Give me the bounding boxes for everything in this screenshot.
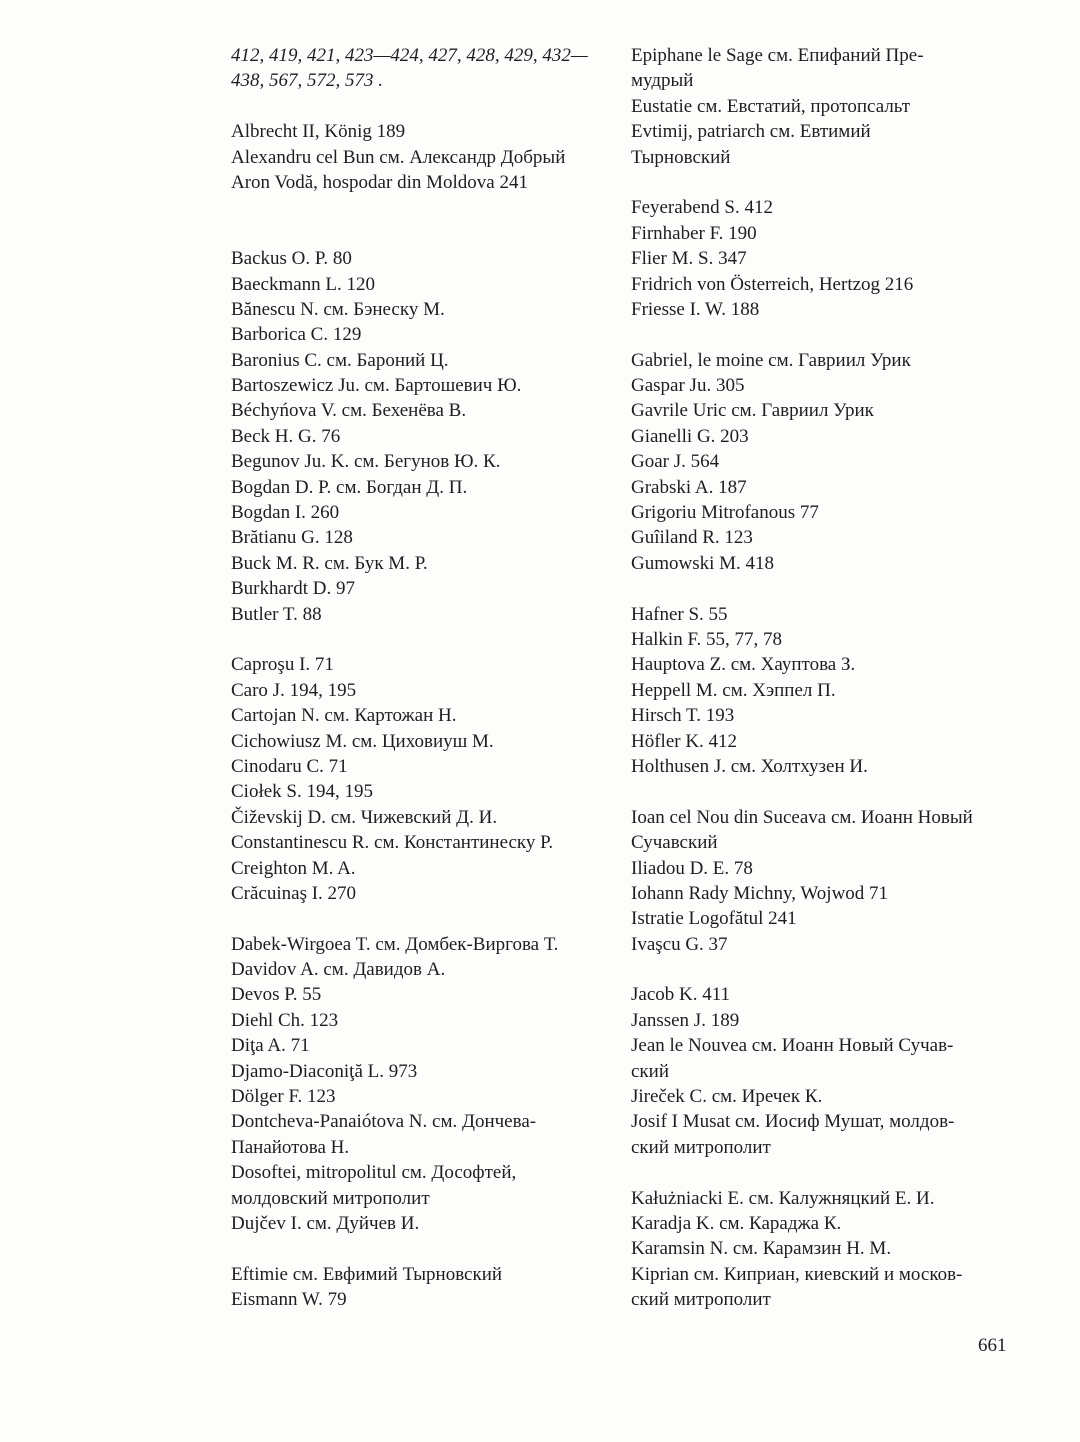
index-entry-line: Hirsch T. 193 <box>631 705 735 727</box>
index-entry-line: Josif I Musat см. Иосиф Мушат, молдов- <box>631 1111 955 1133</box>
index-entry-line: Guîiland R. 123 <box>631 527 753 549</box>
index-entry-line: Butler T. 88 <box>231 603 322 625</box>
index-entry-line: Buck M. R. см. Бук М. Р. <box>231 552 428 574</box>
index-entry-line: Devos P. 55 <box>231 984 322 1006</box>
index-entry-line: Halkin F. 55, 77, 78 <box>631 628 783 650</box>
index-entry-line: Istratie Logofătul 241 <box>631 908 797 930</box>
index-entry-line: Ioan cel Nou din Suceava см. Иоанн Новый <box>631 806 973 828</box>
index-entry-line: Cartojan N. см. Картожан Н. <box>231 705 457 727</box>
index-entry-line: Holthusen J. см. Холтхузен И. <box>631 755 868 777</box>
index-entry-line: Bartoszewicz Ju. см. Бартошевич Ю. <box>231 375 522 397</box>
index-entry-line: ский <box>631 1060 669 1082</box>
section-gap <box>231 195 616 246</box>
section-gap <box>231 94 616 119</box>
section-gap <box>631 576 1016 601</box>
index-entry-line: Flier M. S. 347 <box>631 248 747 270</box>
section-gap <box>231 1236 616 1261</box>
index-entry-line: Firnhaber F. 190 <box>631 222 757 244</box>
index-entry-line: Fridrich von Österreich, Hertzog 216 <box>631 273 914 295</box>
index-entry-line: 438, 567, 572, 573 . <box>231 70 383 92</box>
index-entry-line: Epiphane le Sage см. Епифаний Пре- <box>631 45 924 66</box>
index-entry-line: Jean le Nouvea см. Иоанн Новый Сучав- <box>631 1035 954 1057</box>
index-entry-line: Čiževskij D. см. Чижевский Д. И. <box>231 806 498 828</box>
index-entry-line: Iohann Rady Michny, Wojwod 71 <box>631 882 889 904</box>
index-entry-line: Eismann W. 79 <box>231 1289 347 1311</box>
index-entry-line: Eftimie см. Евфимий Тырновский <box>231 1263 503 1285</box>
index-entry-line: ский митрополит <box>631 1136 771 1158</box>
index-entry-line: Gumowski M. 418 <box>631 552 775 574</box>
index-entry-line: молдовский митрополит <box>231 1187 430 1209</box>
index-entry-line: Albrecht II, König 189 <box>231 121 406 143</box>
index-entry-line: Eustatie см. Евстатий, протопсальт <box>631 95 911 117</box>
index-entry-line: Bănescu N. см. Бэнеску М. <box>231 298 445 320</box>
index-entry-line: Grabski A. 187 <box>631 476 747 498</box>
index-entry-line: Kałużniacki E. см. Калужняцкий Е. И. <box>631 1187 935 1209</box>
index-entry-line: Djamo-Diaconiţă L. 973 <box>231 1060 418 1082</box>
index-entry-line: Karadja K. см. Караджа К. <box>631 1212 842 1234</box>
index-entry-line: Kiprian см. Киприан, киевский и москов- <box>631 1263 963 1285</box>
index-entry-line: Gavrile Uric см. Гавриил Урик <box>631 400 874 422</box>
index-entry-line: Ivaşcu G. 37 <box>631 933 728 955</box>
index-entry-line: Тырновский <box>631 146 731 168</box>
index-entry-line: Diţa A. 71 <box>231 1035 310 1057</box>
index-entry-line: Hafner S. 55 <box>631 603 728 625</box>
index-entry-line: Janssen J. 189 <box>631 1009 740 1031</box>
index-entry-line: Caproşu I. 71 <box>231 654 334 676</box>
index-entry-line: Friesse I. W. 188 <box>631 298 760 320</box>
index-entry-line: Constantinescu R. см. Константинеску Р. <box>231 832 554 854</box>
index-entry-line: Goar J. 564 <box>631 451 720 473</box>
index-entry-line: Jacob K. 411 <box>631 984 731 1006</box>
index-entry-line: Gabriel, le moine см. Гавриил Урик <box>631 349 911 371</box>
section-gap <box>631 170 1016 195</box>
index-entry-line: Cichowiusz M. см. Циховиуш М. <box>231 730 494 752</box>
index-entry-line: Creighton M. A. <box>231 857 356 879</box>
index-entry-line: Feyerabend S. 412 <box>631 197 773 219</box>
section-gap <box>631 957 1016 982</box>
index-entry-line: Baronius C. см. Бароний Ц. <box>231 349 449 371</box>
section-gap <box>231 627 616 652</box>
section-gap <box>631 322 1016 347</box>
index-entry-line: Iliadou D. E. 78 <box>631 857 753 879</box>
index-entry-line: Dosoftei, mitropolitul см. Дософтей, <box>231 1162 517 1184</box>
index-entry-line: Béchyńova V. см. Бехенёва В. <box>231 400 467 422</box>
index-entry-line: Barborica C. 129 <box>231 324 362 346</box>
section-gap <box>231 906 616 931</box>
index-entry-line: Dontcheva-Panaiótova N. см. Дончева- <box>231 1111 537 1133</box>
section-gap <box>631 779 1016 804</box>
index-entry-line: Davidov A. см. Давидов А. <box>231 959 446 981</box>
index-entry-line: Jireček C. см. Иречек К. <box>631 1086 823 1108</box>
index-entry-line: Панайотова Н. <box>231 1136 350 1158</box>
index-entry-line: 412, 419, 421, 423—424, 427, 428, 429, 432— <box>231 45 588 66</box>
index-column-left <box>231 43 616 1313</box>
index-entry-line: Hauptova Z. см. Хауптова З. <box>631 654 856 676</box>
index-entry-line: Höfler K. 412 <box>631 730 738 752</box>
index-entry-line: Backus O. P. 80 <box>231 248 352 270</box>
index-entry-line: ский митрополит <box>631 1289 771 1311</box>
index-entry-line: Brătianu G. 128 <box>231 527 353 549</box>
index-entry-line: Gianelli G. 203 <box>631 425 749 447</box>
index-entry-line: Dabek-Wirgoea T. см. Домбек-Виргова Т. <box>231 933 559 955</box>
index-entry-line: Evtimij, patriarch см. Евтимий <box>631 121 871 143</box>
index-entry-line: Karamsin N. см. Карамзин Н. М. <box>631 1238 892 1260</box>
index-column-right <box>631 43 1016 1313</box>
index-entry-line: Alexandru cel Bun см. Александр Добрый <box>231 146 566 168</box>
index-entry-line: Burkhardt D. 97 <box>231 578 356 600</box>
index-entry-line: Aron Vodă, hospodar din Moldova 241 <box>231 171 528 193</box>
index-entry-line: мудрый <box>631 70 694 92</box>
page-number: 661 <box>978 1335 1007 1356</box>
index-entry-line: Diehl Ch. 123 <box>231 1009 339 1031</box>
index-entry-line: Dujčev I. см. Дуйчев И. <box>231 1212 420 1234</box>
section-gap <box>631 1160 1016 1185</box>
index-entry-line: Bogdan I. 260 <box>231 502 340 524</box>
index-entry-line: Ciołek S. 194, 195 <box>231 781 373 803</box>
index-entry-line: Grigoriu Mitrofanous 77 <box>631 502 819 524</box>
index-entry-line: Beck H. G. 76 <box>231 425 341 447</box>
index-entry-line: Crăcuinaş I. 270 <box>231 882 357 904</box>
index-entry-line: Heppell M. см. Хэппел П. <box>631 679 836 701</box>
index-entry-line: Baeckmann L. 120 <box>231 273 376 295</box>
index-entry-line: Caro J. 194, 195 <box>231 679 357 701</box>
index-entry-line: Gaspar Ju. 305 <box>631 375 745 397</box>
index-entry-line: Сучавский <box>631 832 718 854</box>
index-entry-line: Cinodaru C. 71 <box>231 755 348 777</box>
index-entry-line: Bogdan D. P. см. Богдан Д. П. <box>231 476 468 498</box>
index-entry-line: Begunov Ju. K. см. Бегунов Ю. К. <box>231 451 501 473</box>
index-entry-line: Dölger F. 123 <box>231 1086 336 1108</box>
